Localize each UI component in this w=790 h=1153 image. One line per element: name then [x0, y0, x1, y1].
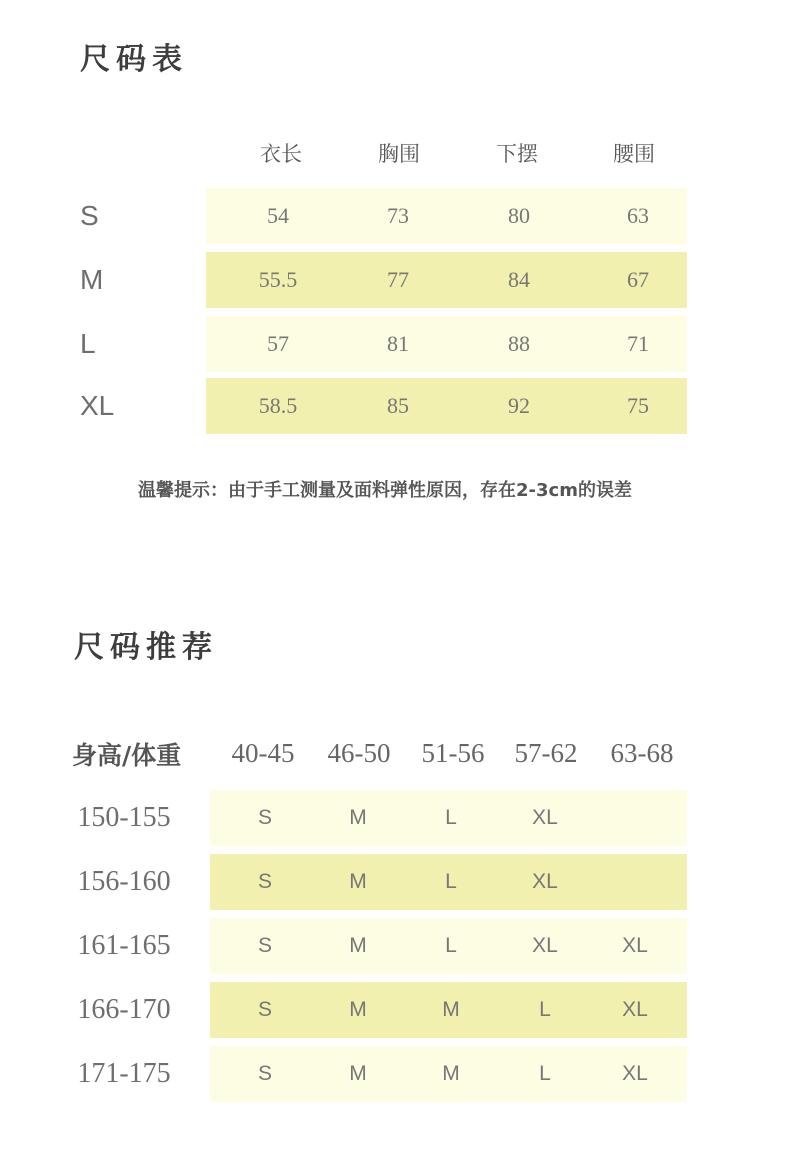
recommended-size: XL — [622, 998, 648, 1021]
size-row-label: M — [80, 264, 104, 295]
size-cell: 57 — [267, 331, 289, 356]
size-cell: 73 — [387, 203, 409, 228]
size-cell: 77 — [387, 267, 409, 292]
recommended-size: XL — [622, 1062, 648, 1085]
size-cell: 81 — [387, 331, 409, 356]
recommendation-row — [210, 790, 687, 846]
recommendation-title: 尺码推荐 — [74, 630, 218, 665]
recommended-size: XL — [532, 870, 558, 893]
size-column-header: 下摆 — [496, 142, 538, 166]
recommended-size: L — [539, 1062, 551, 1085]
size-cell: 92 — [508, 393, 530, 418]
weight-column-header: 63-68 — [610, 738, 674, 768]
size-cell: 80 — [508, 203, 530, 228]
recommended-size: S — [257, 806, 272, 829]
recommended-size: S — [257, 934, 272, 957]
recommended-size: XL — [532, 934, 558, 957]
recommendation-row — [210, 982, 687, 1038]
recommended-size: M — [442, 998, 460, 1021]
height-row-label: 171-175 — [77, 1058, 171, 1089]
recommended-size: M — [442, 1062, 460, 1085]
recommended-size: M — [349, 806, 367, 829]
measurement-note: 温馨提示：由于手工测量及面料弹性原因，存在2-3cm的误差 — [138, 480, 632, 501]
recommended-size: M — [349, 934, 367, 957]
size-table-row — [206, 378, 687, 434]
recommended-size: XL — [532, 806, 558, 829]
size-row-label: L — [80, 328, 96, 359]
recommended-size: L — [445, 806, 457, 829]
size-table-row — [206, 316, 687, 372]
size-column-header: 腰围 — [613, 142, 655, 166]
recommended-size: S — [257, 1062, 272, 1085]
height-row-label: 166-170 — [77, 994, 171, 1025]
recommended-size: S — [257, 870, 272, 893]
recommendation-row — [210, 1046, 687, 1102]
recommendation-row — [210, 918, 687, 974]
size-cell: 84 — [508, 267, 530, 292]
height-row-label: 161-165 — [77, 930, 171, 961]
recommended-size: L — [539, 998, 551, 1021]
size-cell: 67 — [627, 267, 649, 292]
size-row-label: XL — [80, 390, 115, 421]
recommended-size: M — [349, 870, 367, 893]
height-weight-label: 身高/体重 — [72, 741, 182, 770]
size-cell: 54 — [267, 203, 289, 228]
size-cell: 71 — [627, 331, 649, 356]
recommended-size: M — [349, 998, 367, 1021]
size-cell: 88 — [508, 331, 530, 356]
size-column-header: 衣长 — [260, 142, 302, 166]
size-cell: 85 — [387, 393, 409, 418]
weight-column-header: 40-45 — [231, 738, 295, 768]
recommended-size: L — [445, 870, 457, 893]
weight-column-header: 57-62 — [514, 738, 578, 768]
size-cell: 55.5 — [258, 267, 298, 292]
size-cell: 63 — [627, 203, 649, 228]
size-row-label: S — [80, 200, 99, 231]
height-row-label: 150-155 — [77, 802, 171, 833]
size-table-row — [206, 188, 687, 244]
size-table-row — [206, 252, 687, 308]
recommended-size: L — [445, 934, 457, 957]
recommended-size: XL — [622, 934, 648, 957]
height-row-label: 156-160 — [77, 866, 171, 897]
recommendation-row — [210, 854, 687, 910]
weight-column-header: 51-56 — [421, 738, 485, 768]
weight-column-header: 46-50 — [327, 738, 391, 768]
size-cell: 58.5 — [258, 393, 298, 418]
size-cell: 75 — [627, 393, 649, 418]
recommended-size: M — [349, 1062, 367, 1085]
size-chart-title: 尺码表 — [80, 42, 188, 77]
size-column-header: 胸围 — [378, 142, 420, 166]
recommended-size: S — [257, 998, 272, 1021]
